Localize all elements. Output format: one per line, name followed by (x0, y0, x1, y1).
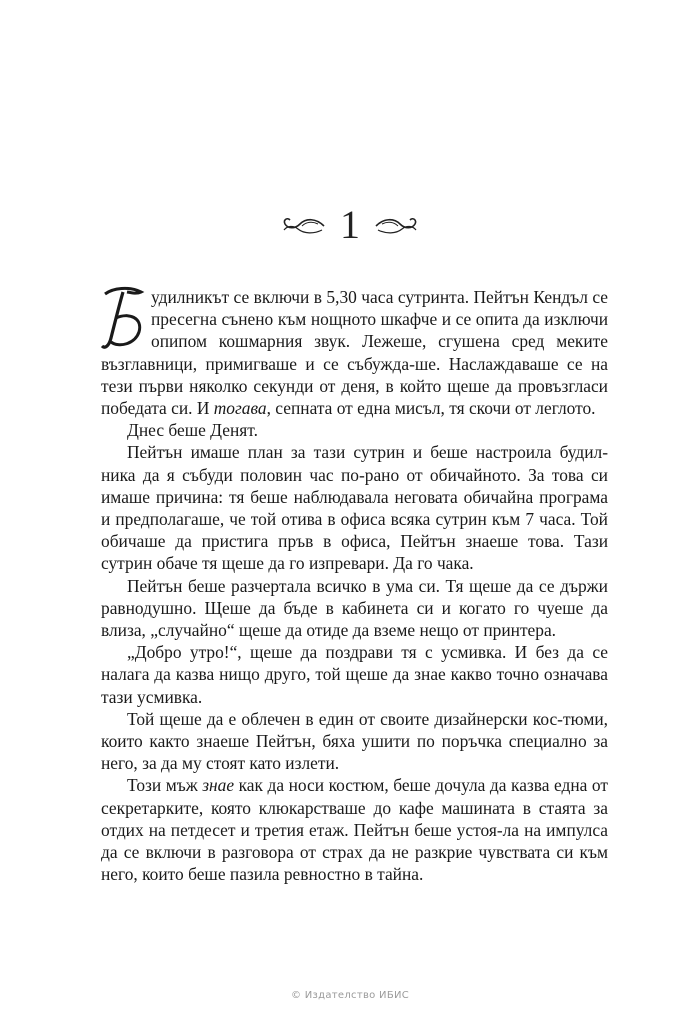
publisher-footer: © Издателство ИБИС (290, 990, 410, 1001)
paragraph: Пейтън имаше план за тази сутрин и беше настроила будил-ника да я събуди половин час по-рано от обичайното. За това си имаше причина: тя беше наблюдавала неговата обичайна програма и предполагаше, че той отива в офиса всяка сутрин към 7 часа. Той обичаше да пристига пръв в офиса, Пейтън знаеше това. Тази сутрин обаче тя щеше да го изпревари. Да го чака. (101, 442, 608, 574)
paragraph: Този мъж знае как да носи костюм, беше дочула да казва една от секретарките, която клюкарстваше до кафе машината в стаята за отдих на петдесет и третия етаж. Пейтън беше устоя-ла на импулса да се включи в разговора от страх да не разкрие чувствата си към него, които беше пазила ревностно в тайна. (101, 775, 609, 885)
chapter-heading (0, 200, 700, 250)
paragraph: „Добро утро!“, щеше да поздрави тя с усмивка. И без да се налага да казва нищо друго, той щеше да знае какво точно означава тази усмивка. (101, 642, 608, 707)
paragraph: Пейтън беше разчертала всичко в ума си. Тя щеше да се държи равнодушно. Щеше да бъде в кабинета си и когато го чуеше да влиза, „случайно“ щеше да отиде да вземе нещо от принтера. (101, 575, 608, 641)
left-flourish-icon (278, 212, 326, 238)
drop-cap-letter-b (99, 286, 147, 352)
chapter-body (101, 286, 608, 885)
paragraph: удилникът се включи в 5,30 часа сутринта. Пейтън Кендъл се пресегна сънено към нощното шкафче и се опита да изключи опипом кошмарния звук. Лежеше, сгушена сред меките възглавници, примигваше и се събужда-ше. Наслаждаваше се на тези първи няколко секунди от деня, в който щеше да провъзгласи победата си. И тогава, сепната от една мисъл, тя скочи от леглото. (101, 287, 608, 419)
chapter-number: 1 (340, 202, 360, 247)
paragraph: Днес беше Денят. (127, 420, 258, 441)
right-flourish-icon (374, 212, 422, 238)
paragraph: Той щеше да е облечен в един от своите дизайнерски кос-тюми, които както знаеше Пейтън, бяха ушити по поръчка специално за него, за да му стоят като излети. (101, 708, 608, 774)
